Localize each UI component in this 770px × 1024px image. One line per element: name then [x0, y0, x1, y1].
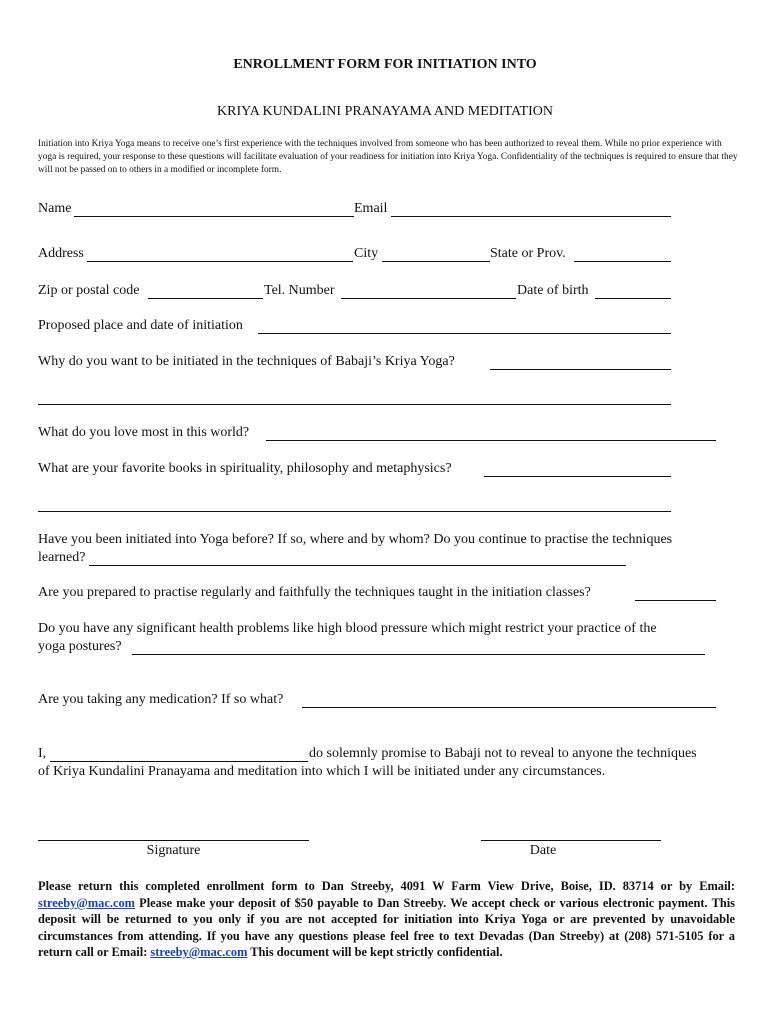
promise-text-line2: of Kriya Kundalini Pranayama and meditation into which I will be initiated under any circumstances.	[38, 764, 606, 779]
signature-label: Signature	[146, 843, 201, 858]
health-question: Do you have any significant health problems like high blood pressure which might restrict your practice of the	[38, 621, 657, 636]
initiated-question: Have you been initiated into Yoga before? If so, where and by whom? Do you continue to practise the techniques	[38, 532, 673, 547]
promise-start: I,	[38, 746, 47, 761]
date-field[interactable]	[481, 840, 661, 841]
proposed-label: Proposed place and date of initiation	[38, 318, 243, 333]
city-label: City	[354, 246, 379, 261]
why-field[interactable]	[490, 369, 671, 370]
proposed-field[interactable]	[258, 333, 671, 334]
name-label: Name	[38, 201, 72, 216]
email-link-2[interactable]: streeby@mac.com	[150, 945, 248, 959]
medication-field[interactable]	[302, 707, 716, 708]
love-field[interactable]	[266, 440, 716, 441]
prepared-field[interactable]	[635, 600, 716, 601]
zip-field[interactable]	[148, 298, 263, 299]
intro-paragraph: Initiation into Kriya Yoga means to receive one’s first experience with the techniques involved from someone who has been authorized to reveal them. While no prior experience with yoga is required, your response to these questions will facilitate evaluation of your readiness for initiation into Kriya Yoga. Confidentiality of the techniques is required to ensure that they will not be passed on to others in a modified or incomplete form.	[38, 139, 738, 175]
footer-instructions	[38, 878, 735, 961]
tel-field[interactable]	[341, 298, 516, 299]
signature-field[interactable]	[38, 840, 309, 841]
dob-label: Date of birth	[517, 283, 589, 298]
email-label: Email	[354, 201, 388, 216]
name-field[interactable]	[74, 216, 354, 217]
footer-text-1: Please return this completed enrollment form to Dan Streeby, 4091 W Farm View Drive, Boise, ID. 83714 or by Email:	[38, 879, 735, 893]
dob-field[interactable]	[595, 298, 671, 299]
books-question: What are your favorite books in spirituality, philosophy and metaphysics?	[38, 461, 452, 476]
form-title: ENROLLMENT FORM FOR INITIATION INTO	[233, 57, 537, 72]
love-question: What do you love most in this world?	[38, 425, 250, 440]
footer-text-3: This document will be kept strictly confidential.	[247, 945, 503, 959]
zip-label: Zip or postal code	[38, 283, 140, 298]
date-label: Date	[529, 843, 557, 858]
tel-label: Tel. Number	[264, 283, 335, 298]
initiated-field[interactable]	[89, 565, 626, 566]
footer-text-2: Please make your deposit of $50 payable to Dan Streeby. We accept check or various electronic payment. This deposit will be returned to you only if you are not accepted for initiation into Kriya Yoga or are prevented by unavoidable circumstances from attending. If you have any questions please feel free to text Devadas (Dan Streeby) at (208) 571-5105 for a return call or Email:	[38, 895, 735, 959]
email-field[interactable]	[391, 216, 671, 217]
address-label: Address	[38, 246, 84, 261]
medication-question: Are you taking any medication? If so what?	[38, 692, 284, 707]
city-field[interactable]	[382, 261, 490, 262]
why-question: Why do you want to be initiated in the techniques of Babaji’s Kriya Yoga?	[38, 354, 455, 369]
state-field[interactable]	[574, 261, 671, 262]
health-question-line2: yoga postures?	[38, 639, 122, 654]
promise-text: do solemnly promise to Babaji not to reveal to anyone the techniques	[309, 746, 697, 761]
why-field-continued[interactable]	[38, 404, 671, 405]
initiated-question-line2: learned?	[38, 550, 86, 565]
state-label: State or Prov.	[490, 246, 566, 261]
address-field[interactable]	[87, 261, 353, 262]
form-subtitle: KRIYA KUNDALINI PRANAYAMA AND MEDITATION	[217, 104, 553, 119]
prepared-question: Are you prepared to practise regularly and faithfully the techniques taught in the initiation classes?	[38, 585, 591, 600]
email-link-1[interactable]: streeby@mac.com	[38, 895, 135, 910]
promise-name-field[interactable]	[50, 761, 308, 762]
books-field[interactable]	[484, 476, 671, 477]
health-field[interactable]	[132, 654, 705, 655]
books-field-continued[interactable]	[38, 511, 671, 512]
